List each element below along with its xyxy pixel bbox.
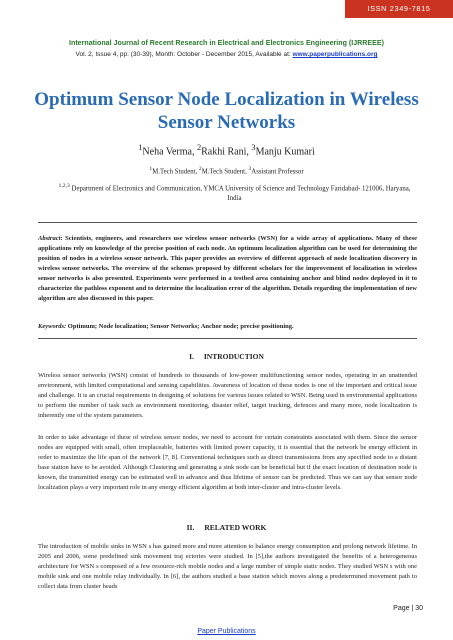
issn-banner xyxy=(345,0,453,18)
keywords-label: Keywords: xyxy=(38,323,67,330)
page-number: Page | 30 xyxy=(393,605,423,612)
abstract-label: Abstract xyxy=(38,235,61,242)
keywords xyxy=(38,322,417,332)
author-list xyxy=(0,143,453,157)
abstract-text: : Scientists, engineers, and researchers use wireless sensor networks (WSN) for a wide array of applications. Many of these applications rely on knowledge of the precise position of each node. An optimum localization algorithm can be used for determining the position of nodes in a wireless sensor network. This paper provides an overview of different approach of node localization discovery in wireless sensor networks. The overview of the schemes proposed by different scholars for the improvement of localization in wireless sensor networks is also presented. Experiments were performed in a testbed area containing anchor and blind nodes deployed in it to characterize the pathloss exponent and to determine the localization error of the algorithm. Details regarding the implementation of new algorithm are also discussed in this paper. xyxy=(38,235,417,302)
title-line-2: Sensor Networks xyxy=(157,112,296,133)
abstract xyxy=(38,234,417,304)
author-2-sup: 2 xyxy=(196,143,202,152)
volume-info xyxy=(0,51,453,58)
affiliation xyxy=(52,181,417,204)
journal-name: International Journal of Recent Research in Electrical and Electronics Engineering (IJRREEE) xyxy=(69,39,384,47)
author-roles xyxy=(0,166,453,175)
section-heading-related-work xyxy=(0,523,453,532)
author-1-name: Neha Verma, xyxy=(142,146,197,158)
section-title: RELATED WORK xyxy=(204,523,267,532)
section-heading-introduction xyxy=(0,352,453,361)
website-link[interactable]: www.paperpublications.org xyxy=(292,51,378,58)
affiliation-text: Department of Electronics and Communication, YMCA University of Science and Technology Faridabad- 121006, Haryana, India xyxy=(71,185,411,203)
title-line-1: Optimum Sensor Node Localization in Wireless xyxy=(34,89,419,110)
intro-paragraph-2: In order to take advantage of these of wireless sensor nodes, we need to account for certain constraints associated with them. Since the sensor nodes are equipped with small, often irreplaceable, batteries with limited power capacity, it is essential that the network be energy efficient in order to maximize the life span of the network [7, 8]. Conventional techniques such as direct transmissions from any specified node to a distant base station have to be avoided. Although Clustering and generating a sink node can be beneficial but if the exact location of destination node is known, the transmitted energy can be estimated well in advance and thus lifetime of sensor can be predicted. Thus we can say that sensor node localization plays a very important role in any energy efficient algorithm at both inter-cluster and intra-cluster levels. xyxy=(38,434,417,491)
role-3-sup: 3 xyxy=(248,166,252,172)
keywords-text: Optimum; Node localization; Sensor Networks; Anchor node; precise positioning. xyxy=(66,323,294,330)
affiliation-sup: 1,2,3 xyxy=(58,183,70,189)
section-number: I. xyxy=(189,352,194,361)
role-1-sup: 1 xyxy=(149,166,153,172)
abstract-bottom-rule xyxy=(38,338,417,339)
paper-title xyxy=(20,88,433,134)
author-3-name: Manju Kumari xyxy=(255,146,315,158)
author-1-sup: 1 xyxy=(138,143,143,152)
section-title: INTRODUCTION xyxy=(203,352,264,361)
author-3-sup: 3 xyxy=(251,143,256,152)
role-3: Assistant Professor xyxy=(251,168,304,176)
role-2-sup: 2 xyxy=(198,166,202,172)
related-paragraph-1: The introduction of mobile sinks in WSN s has gained more and more attention to balance energy consumption and prolong network lifetime. In 2005 and 2006, some predefined sink movement traj ectories were studied. In [5],the authors investigated the benefits of a heterogeneous architecture for WSN s composed of a few resource-rich mobile nodes and a large number of simple static nodes. They studied WSN s with one mobile sink and one mobile relay individually. In [6], the authors studied a base station which moves along a predetermined movement path to collect data from cluster heads xyxy=(38,543,417,590)
role-1: M.Tech Student, xyxy=(152,168,199,176)
volume-text: Vol. 2, Issue 4, pp: (30-39), Month: October - December 2015, Available at: xyxy=(75,51,293,58)
intro-paragraph-1: Wireless sensor networks (WSN) consist of hundreds to thousands of low-power multifunctioning sensor nodes, operating in an unattended environment, with limited computational and sensing capabilities. Awareness of location of these nodes is one of the important and critical issue and challenge. It is an crucial requirements in designing of solutions for various issues related to WSN. Being used in environmental applications to perform the number of task such as environment monitoring, disaster relief, target tracking, defences and many more, node localization is inherently one of the system parameters. xyxy=(38,372,417,419)
abstract-top-rule xyxy=(38,222,417,223)
author-2-name: Rakhi Rani, xyxy=(201,146,252,158)
section-number: II. xyxy=(186,523,195,532)
publisher-link[interactable]: Paper Publications xyxy=(197,628,256,635)
issn-text: ISSN 2349-7815 xyxy=(367,4,431,13)
role-2: M.Tech Student, xyxy=(201,168,249,176)
